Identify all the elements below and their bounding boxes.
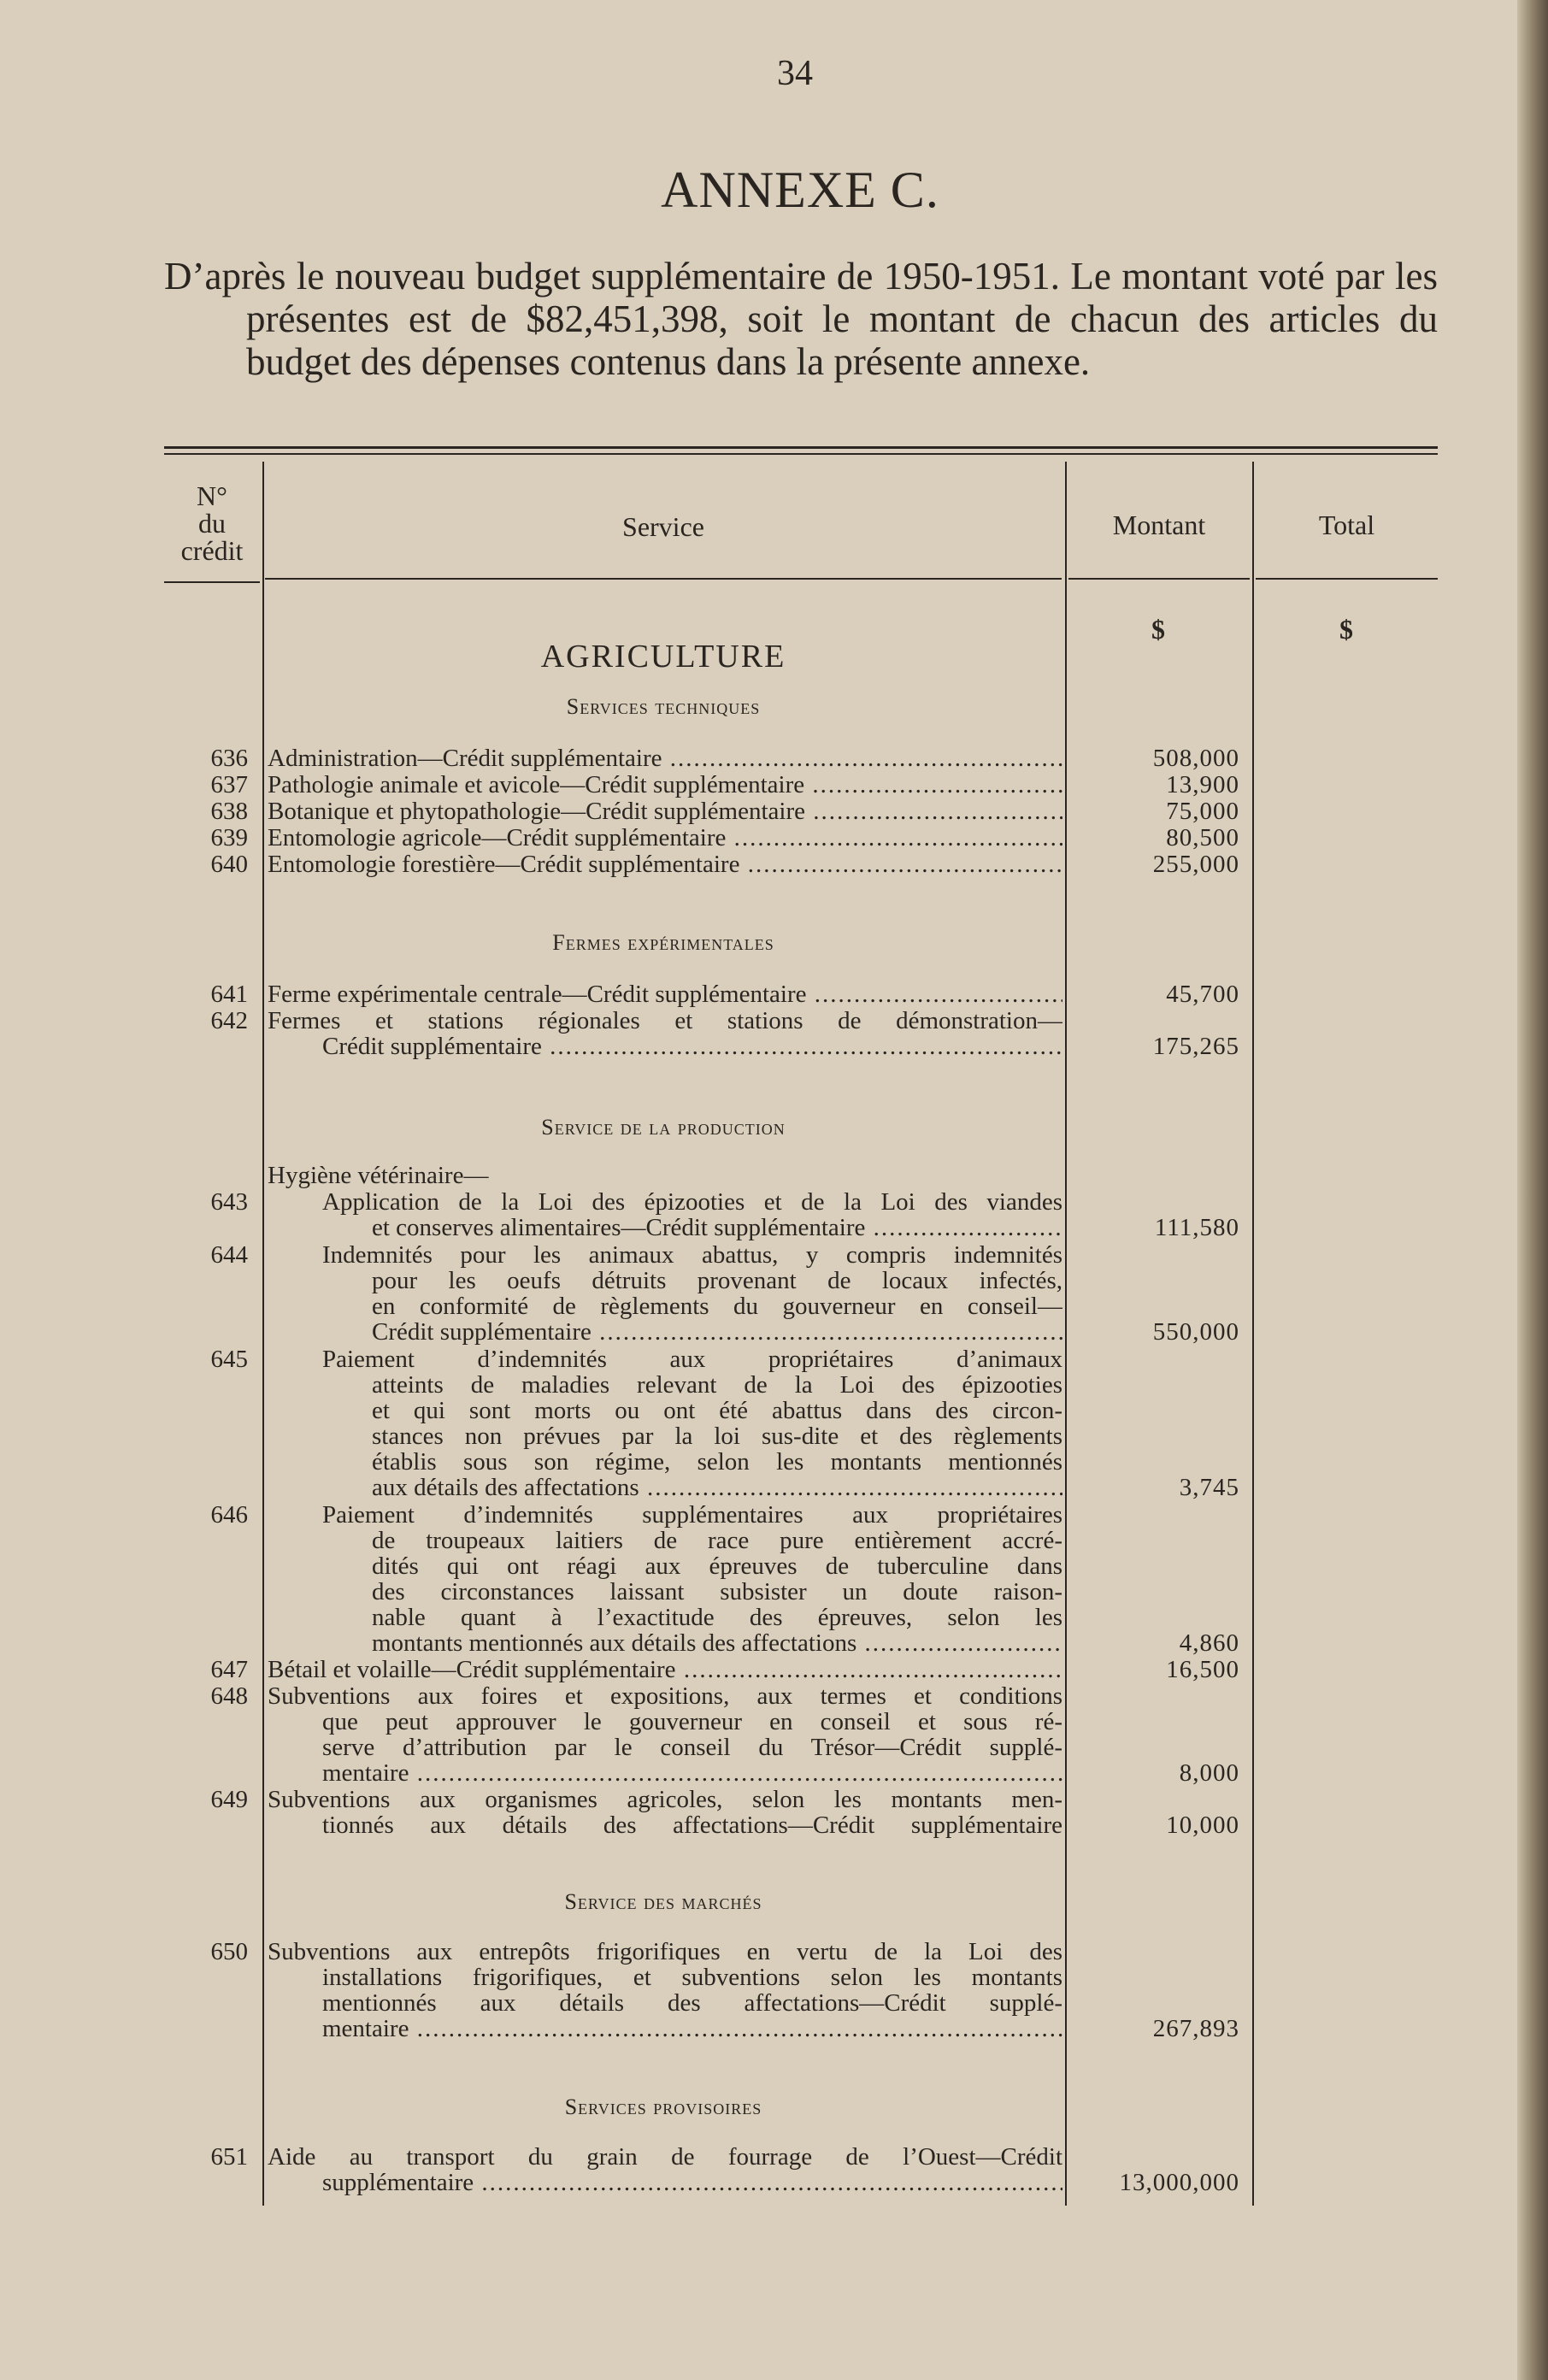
credit-number: 648	[210, 1682, 248, 1710]
description-line: montants mentionnés aux détails des affectations .....	[268, 1630, 1062, 1656]
credit-number: 640	[210, 851, 248, 878]
description-line: Entomologie forestière—Crédit supplémentaire .....	[268, 851, 1062, 877]
description-line: en conformité de règlements du gouverneur en conseil—	[372, 1293, 1062, 1319]
description-line: atteints de maladies relevant de la Loi des épizooties	[372, 1372, 1062, 1398]
header-underline-service	[265, 578, 1062, 580]
credit-description	[268, 825, 1062, 851]
description-line: Ferme expérimentale centrale—Crédit supplémentaire .....	[268, 981, 1062, 1007]
description-line: Crédit supplémentaire .....	[268, 1319, 1062, 1345]
credit-description	[268, 1787, 1062, 1838]
currency-total: $	[1339, 614, 1353, 645]
section-provisoires: Services provisoires	[564, 2094, 762, 2119]
credit-amount: 80,500	[1166, 824, 1239, 851]
description-line: Subventions aux foires et expositions, aux termes et conditions	[268, 1683, 1062, 1709]
credit-description	[268, 1502, 1062, 1656]
description-line: Bétail et volaille—Crédit supplémentaire .....	[268, 1657, 1062, 1682]
credit-number: 637	[210, 771, 248, 798]
description-line: Application de la Loi des épizooties et de la Loi des viandes	[322, 1189, 1062, 1215]
intro-text: D’après le nouveau budget supplémentaire de 1950-1951. Le montant voté par les présentes est de $82,451,398, soit le montant de chacun des articles du budget des dépenses contenus dans la présente annexe.	[164, 255, 1438, 383]
credit-amount: 111,580	[1154, 1214, 1239, 1241]
top-rule	[164, 446, 1438, 449]
subheading-hygiene	[268, 1163, 1062, 1188]
header-underline-montant	[1068, 578, 1250, 580]
intro-paragraph	[164, 255, 1438, 383]
col-divider-service	[1065, 462, 1067, 2206]
credit-description	[268, 798, 1062, 824]
credit-description	[268, 1939, 1062, 2041]
description-line: et conserves alimentaires—Crédit supplémentaire .....	[268, 1215, 1062, 1240]
credit-amount: 13,900	[1166, 771, 1239, 798]
credit-number: 642	[210, 1007, 248, 1034]
credit-amount: 75,000	[1166, 798, 1239, 825]
credit-amount: 267,893	[1152, 2015, 1239, 2042]
top-rule-thin	[164, 453, 1438, 455]
credit-amount: 45,700	[1166, 981, 1239, 1008]
header-montant: Montant	[1112, 510, 1206, 540]
page-number: 34	[777, 54, 813, 93]
credit-number: 643	[210, 1188, 248, 1216]
credit-description	[268, 1346, 1062, 1500]
description-line: tionnés aux détails des affectations—Crédit supplémentaire	[322, 1812, 1062, 1838]
header-underline-total	[1256, 578, 1438, 580]
description-line: et qui sont morts ou ont été abattus dans des circon-	[372, 1398, 1062, 1423]
description-line: Indemnités pour les animaux abattus, y compris indemnités	[322, 1242, 1062, 1268]
section-services-techniques: Services techniques	[566, 694, 761, 719]
description-line: serve d’attribution par le conseil du Trésor—Crédit supplé-	[322, 1735, 1062, 1760]
header-credit-line2: du	[198, 508, 226, 539]
description-line: Aide au transport du grain de fourrage de l’Ouest—Crédit	[268, 2144, 1062, 2170]
credit-description	[268, 1657, 1062, 1682]
section-agriculture: AGRICULTURE	[540, 639, 786, 675]
credit-number: 636	[210, 745, 248, 772]
description-line: Paiement d’indemnités aux propriétaires d’animaux	[322, 1346, 1062, 1372]
description-line: supplémentaire .....	[268, 2170, 1062, 2195]
description-line: Subventions aux organismes agricoles, selon les montants men-	[268, 1787, 1062, 1812]
description-line: dités qui ont réagi aux épreuves de tuberculine dans	[372, 1553, 1062, 1579]
description-line: Paiement d’indemnités supplémentaires aux propriétaires	[322, 1502, 1062, 1528]
credit-number: 649	[210, 1786, 248, 1813]
credit-amount: 4,860	[1179, 1629, 1239, 1657]
credit-number: 647	[210, 1656, 248, 1683]
description-line: mentionnés aux détails des affectations—Crédit supplé-	[322, 1990, 1062, 2016]
credit-number: 641	[210, 981, 248, 1008]
credit-description	[268, 1242, 1062, 1345]
description-line: Subventions aux entrepôts frigorifiques en vertu de la Loi des	[268, 1939, 1062, 1965]
credit-amount: 10,000	[1166, 1812, 1239, 1839]
currency-montant: $	[1151, 614, 1165, 645]
description-line: nable quant à l’exactitude des épreuves, selon les	[372, 1605, 1062, 1630]
description-line: Hygiène vétérinaire—	[268, 1163, 489, 1188]
description-line: stances non prévues par la loi sus-dite et des règlements	[372, 1423, 1062, 1449]
col-divider-credit	[262, 462, 264, 2206]
description-line: pour les oeufs détruits provenant de locaux infectés,	[372, 1268, 1062, 1293]
credit-amount: 13,000,000	[1119, 2169, 1239, 2196]
credit-description	[268, 2144, 1062, 2195]
credit-amount: 550,000	[1152, 1318, 1239, 1346]
credit-amount: 175,265	[1152, 1033, 1239, 1060]
description-line: de troupeaux laitiers de race pure entièrement accré-	[372, 1528, 1062, 1553]
section-fermes: Fermes expérimentales	[552, 930, 774, 955]
section-marches: Service des marchés	[564, 1889, 762, 1914]
credit-number: 651	[210, 2143, 248, 2171]
header-credit	[164, 482, 260, 564]
credit-number: 646	[210, 1501, 248, 1529]
header-service: Service	[622, 511, 704, 542]
description-line: Entomologie agricole—Crédit supplémentaire .....	[268, 825, 1062, 851]
credit-number: 645	[210, 1346, 248, 1373]
credit-number: 638	[210, 798, 248, 825]
credit-amount: 3,745	[1179, 1474, 1239, 1501]
description-line: que peut approuver le gouverneur en conseil et sous ré-	[322, 1709, 1062, 1735]
description-line: des circonstances laissant subsister un doute raison-	[372, 1579, 1062, 1605]
description-line: établis sous son régime, selon les montants mentionnés	[372, 1449, 1062, 1475]
credit-number: 650	[210, 1938, 248, 1965]
col-divider-montant	[1252, 462, 1254, 2206]
header-credit-line1: N°	[197, 480, 227, 511]
description-line: Fermes et stations régionales et stations de démonstration—	[268, 1008, 1062, 1034]
description-line: installations frigorifiques, et subventions selon les montants	[322, 1965, 1062, 1990]
credit-description	[268, 851, 1062, 877]
credit-description	[268, 745, 1062, 771]
credit-amount: 8,000	[1179, 1759, 1239, 1787]
header-credit-line3: crédit	[180, 535, 244, 566]
description-line: Crédit supplémentaire .....	[268, 1034, 1062, 1059]
description-line: Botanique et phytopathologie—Crédit supplémentaire .....	[268, 798, 1062, 824]
credit-description	[268, 1189, 1062, 1240]
page-title: ANNEXE C.	[661, 162, 939, 218]
page-edge	[1517, 0, 1548, 2380]
header-underline-credit	[164, 581, 260, 583]
credit-number: 644	[210, 1241, 248, 1269]
header-total: Total	[1318, 510, 1375, 540]
description-line: mentaire .....	[268, 2016, 1062, 2041]
description-line: Pathologie animale et avicole—Crédit supplémentaire .....	[268, 772, 1062, 798]
description-line: aux détails des affectations .....	[268, 1475, 1062, 1500]
credit-description	[268, 1008, 1062, 1059]
credit-amount: 508,000	[1152, 745, 1239, 772]
credit-amount: 255,000	[1152, 851, 1239, 878]
description-line: mentaire .....	[268, 1760, 1062, 1786]
section-production: Service de la production	[541, 1115, 786, 1140]
credit-description	[268, 772, 1062, 798]
credit-amount: 16,500	[1166, 1656, 1239, 1683]
description-line: Administration—Crédit supplémentaire .....	[268, 745, 1062, 771]
credit-number: 639	[210, 824, 248, 851]
credit-description	[268, 1683, 1062, 1786]
credit-description	[268, 981, 1062, 1007]
